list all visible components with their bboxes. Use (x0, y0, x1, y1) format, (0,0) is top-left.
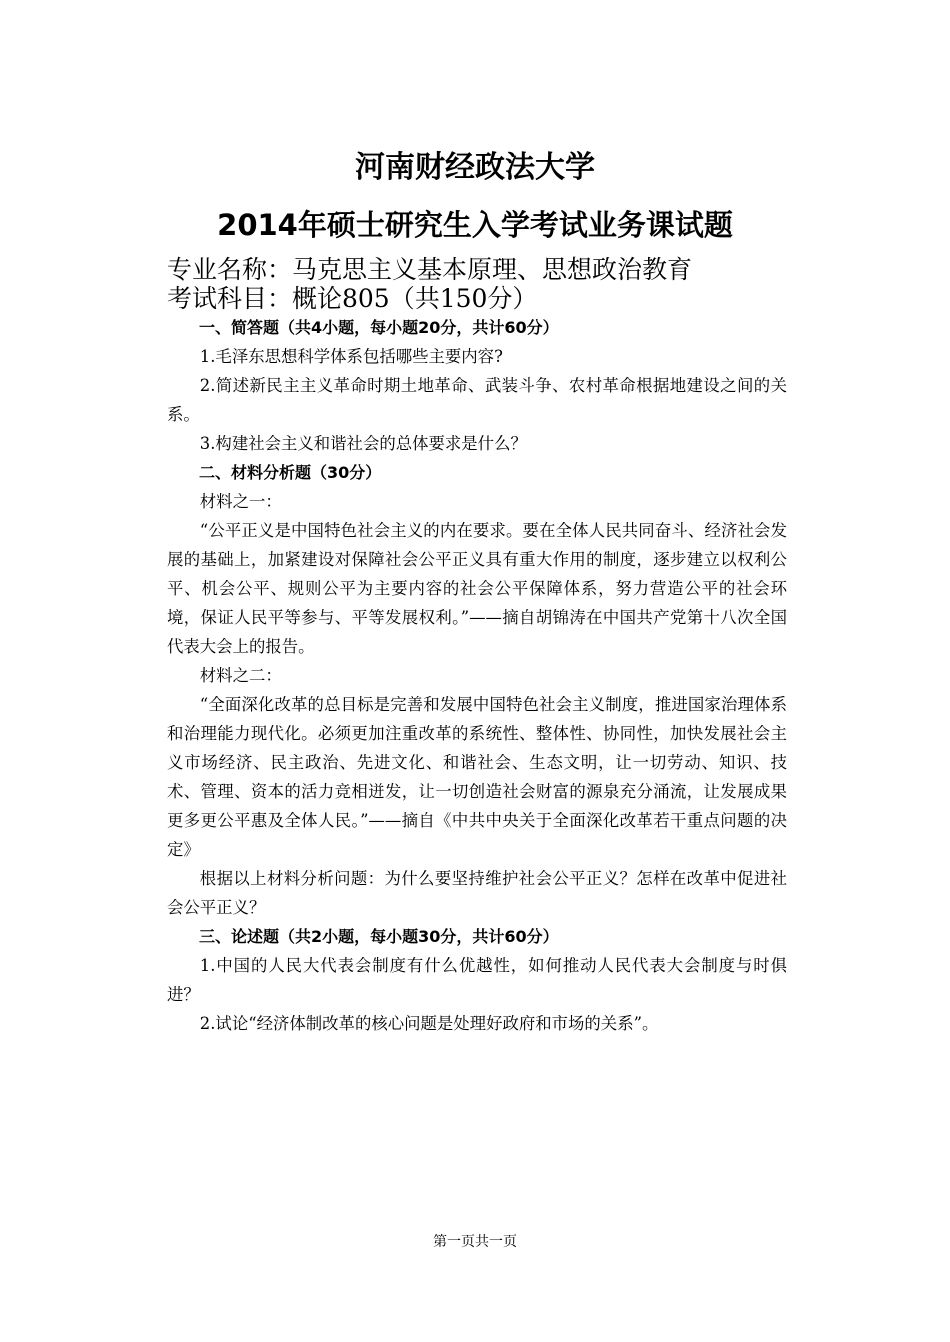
section-3-question-2: 2.试论“经济体制改革的核心问题是处理好政府和市场的关系”。 (199, 1014, 659, 1033)
major-name: 专业名称：马克思主义基本原理、思想政治教育 (167, 255, 693, 284)
exam-title: 2014年硕士研究生入学考试业务课试题 (217, 208, 733, 242)
section-2-question: 根据以上材料分析问题：为什么要坚持维护社会公平正义？怎样在改革中促进社会公平正义？ (167, 869, 787, 917)
section-1-question-2: 2.简述新民主主义革命时期土地革命、武装斗争、农村革命根据地建设之间的关系。 (167, 376, 787, 424)
material-2-label: 材料之二： (199, 666, 282, 685)
exam-content (167, 313, 787, 1038)
material-1-text: “公平正义是中国特色社会主义的内在要求。要在全体人民共同奋斗、经济社会发展的基础上，加紧建设对保障社会公平正义具有重大作用的制度，逐步建立以权利公平、机会公平、规则公平为主要内容的社会公平保障体系，努力营造公平的社会环境，保证人民平等参与、平等发展权利。”——摘自胡锦涛在中国共产党第十八次全国代表大会上的报告。 (167, 521, 787, 656)
section-3-heading: 三、论述题（共2小题，每小题30分，共计60分） (199, 927, 559, 946)
school-name: 河南财经政法大学 (355, 150, 595, 185)
section-3-question-1: 1.中国的人民大代表会制度有什么优越性，如何推动人民代表大会制度与时俱进？ (167, 956, 787, 1004)
material-1-label: 材料之一： (199, 492, 282, 511)
section-1-question-3: 3.构建社会主义和谐社会的总体要求是什么？ (199, 434, 527, 453)
section-1-question-1: 1.毛泽东思想科学体系包括哪些主要内容? (199, 347, 503, 366)
page-footer: 第一页共一页 (433, 1234, 517, 1250)
section-1-heading: 一、简答题（共4小题，每小题20分，共计60分） (199, 318, 559, 337)
material-2-text: “全面深化改革的总目标是完善和发展中国特色社会主义制度，推进国家治理体系和治理能力现代化。必须更加注重改革的系统性、整体性、协同性，加快发展社会主义市场经济、民主政治、先进文化、和谐社会、生态文明，让一切劳动、知识、技术、管理、资本的活力竞相迸发，让一切创造社会财富的源泉充分涌流，让发展成果更多更公平惠及全体人民。”——摘自《中共中央关于全面深化改革若干重点问题的决定》 (167, 695, 787, 859)
exam-subject: 考试科目：概论805（共150分） (167, 284, 538, 313)
section-2-heading: 二、材料分析题（30分） (199, 463, 382, 482)
